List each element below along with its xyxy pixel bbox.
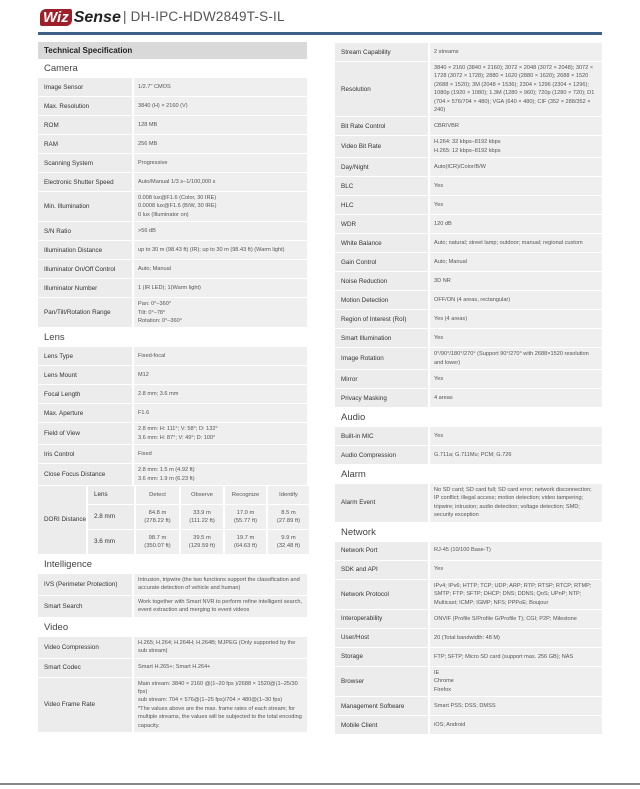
spec-value: H.264: 32 kbps–8192 kbps H.265: 12 kbps–8192 kbps	[430, 136, 602, 157]
spec-row-resolution	[335, 62, 602, 116]
dori-header-detect: Detect	[136, 486, 179, 504]
spec-label: Motion Detection	[335, 291, 428, 309]
spec-value: No SD card; SD card full; SD card error; network disconnection; IP conflict; illegal access; motion detection; video tampering; tripwire; intrusion; audio detection; voltage detection; SMD; security exception	[430, 484, 602, 522]
spec-value: 2.8 mm: H: 111°; V: 58°; D: 132° 3.6 mm: H: 87°; V: 49°; D: 100°	[134, 423, 307, 444]
spec-value: Yes	[430, 177, 602, 195]
spec-value: Yes (4 areas)	[430, 310, 602, 328]
spec-label: Network Port	[335, 542, 428, 560]
spec-value: 1 (IR LED); 1(Warm light)	[134, 279, 307, 297]
spec-row-electronic-shutter-speed	[38, 173, 307, 191]
spec-label: Alarm Event	[335, 484, 428, 522]
spec-label: Mobile Client	[335, 716, 428, 734]
dori-label: DORI Distance	[38, 486, 86, 554]
section-heading-intelligence: Intelligence	[44, 559, 93, 571]
spec-row-smart-codec	[38, 659, 307, 677]
spec-value: Yes	[430, 196, 602, 214]
spec-value: OFF/ON (4 areas, rectangular)	[430, 291, 602, 309]
spec-row-s-n-ratio	[38, 222, 307, 240]
spec-row-scanning-system	[38, 154, 307, 172]
spec-row-image-sensor	[38, 78, 307, 96]
left-sections	[38, 59, 307, 732]
spec-value: 0°/90°/180°/270° (Support 90°/270° with 2688×1520 resolution and lower)	[430, 348, 602, 369]
spec-label: Management Software	[335, 697, 428, 715]
spec-label: Interoperability	[335, 610, 428, 628]
spec-row-iris-control	[38, 445, 307, 463]
spec-label: Smart Search	[38, 596, 132, 617]
right-spec-column	[335, 43, 602, 735]
spec-row-focal-length	[38, 385, 307, 403]
spec-label: Smart Illumination	[335, 329, 428, 347]
spec-row-user-host	[335, 629, 602, 647]
spec-value: G.711a; G.711Mu; PCM; G.726	[430, 446, 602, 464]
spec-value: 2.8 mm; 3.6 mm	[134, 385, 307, 403]
right-sections	[335, 43, 602, 734]
spec-value: Yes	[430, 329, 602, 347]
spec-value: Pan: 0°–360° Tilt: 0°–78° Rotation: 0°–360°	[134, 298, 307, 327]
spec-row-hlc	[335, 196, 602, 214]
model-number: | DH-IPC-HDW2849T-S-IL	[123, 9, 285, 24]
dori-value: 33.9 m (111.22 ft)	[181, 505, 223, 529]
spec-value: Smart PSS; DSS; DMSS	[430, 697, 602, 715]
spec-value: 128 MB	[134, 116, 307, 134]
section-heading-camera: Camera	[44, 63, 78, 74]
spec-value: Fixed	[134, 445, 307, 463]
spec-label: Scanning System	[38, 154, 132, 172]
spec-label: BLC	[335, 177, 428, 195]
spec-row-illuminator-number	[38, 279, 307, 297]
spec-row-image-rotation	[335, 348, 602, 369]
spec-row-noise-reduction	[335, 272, 602, 290]
spec-label: Illuminator On/Off Control	[38, 260, 132, 278]
spec-row-built-in-mic	[335, 427, 602, 445]
spec-row-mirror	[335, 370, 602, 388]
spec-label: Smart Codec	[38, 659, 132, 677]
spec-value: CBR/VBR	[430, 117, 602, 135]
left-spec-column	[38, 42, 307, 733]
spec-value: Intrusion, tripwire (the two functions support the classification and accurate detection of vehicle and human)	[134, 574, 307, 595]
dori-header-lens: Lens	[88, 486, 134, 504]
spec-row-video-frame-rate	[38, 678, 307, 732]
spec-value: Auto; natural; street lamp; outdoor; manual; regional custom	[430, 234, 602, 252]
spec-value: 3840 (H) × 2160 (V)	[134, 97, 307, 115]
spec-row-audio-compression	[335, 446, 602, 464]
spec-value: IPv4; IPv6; HTTP; TCP; UDP; ARP; RTP; RTSP; RTCP; RTMP; SMTP; FTP; SFTP; DHCP; DNS; DDNS; QoS; UPnP; NTP; Multicast; ICMP; IGMP; NFS; PPPoE; Boujour	[430, 580, 602, 609]
spec-row-close-focus-distance	[38, 464, 307, 485]
spec-row-gain-control	[335, 253, 602, 271]
spec-value: ONVIF (Profile S/Profile G/Profile T); CGI; P2P; Milestone	[430, 610, 602, 628]
spec-row-management-software	[335, 697, 602, 715]
spec-value: 2.8 mm: 1.5 m (4.92 ft) 3.6 mm: 1.9 m (6.23 ft)	[134, 464, 307, 485]
header-divider	[38, 32, 602, 35]
spec-label: Image Rotation	[335, 348, 428, 369]
spec-label: SDK and API	[335, 561, 428, 579]
spec-value: Work together with Smart NVR to perform refine intelligent search, event extraction and merging to event videos	[134, 596, 307, 617]
spec-label: Bit Rate Control	[335, 117, 428, 135]
spec-label: Day/Night	[335, 158, 428, 176]
spec-row-interoperability	[335, 610, 602, 628]
spec-row-alarm-event	[335, 484, 602, 522]
spec-label: Noise Reduction	[335, 272, 428, 290]
spec-value: F1.6	[134, 404, 307, 422]
spec-row-ivs-perimeter-protection	[38, 574, 307, 595]
spec-row-network-port	[335, 542, 602, 560]
spec-value: IE Chrome Firefox	[430, 667, 602, 696]
spec-value: H.265; H.264; H.264H; H.264B; MJPEG (Only supported by the sub stream)	[134, 637, 307, 658]
spec-label: Pan/Tilt/Rotation Range	[38, 298, 132, 327]
spec-value: Auto; Manual	[134, 260, 307, 278]
section-heading-network: Network	[341, 526, 376, 538]
spec-row-video-bit-rate	[335, 136, 602, 157]
dori-header-observe: Observe	[181, 486, 223, 504]
spec-label: Max. Aperture	[38, 404, 132, 422]
spec-row-rom	[38, 116, 307, 134]
spec-label: Network Protocol	[335, 580, 428, 609]
spec-value: Auto/Manual 1/3 s–1/100,000 s	[134, 173, 307, 191]
spec-label: S/N Ratio	[38, 222, 132, 240]
spec-label: Field of View	[38, 423, 132, 444]
spec-label: Electronic Shutter Speed	[38, 173, 132, 191]
spec-label: Stream Capability	[335, 43, 428, 61]
spec-label: Region of Interest (RoI)	[335, 310, 428, 328]
spec-label: Video Frame Rate	[38, 678, 132, 732]
spec-label: Privacy Masking	[335, 389, 428, 407]
spec-value: Smart H.265+; Smart H.264+	[134, 659, 307, 677]
spec-label: Lens Mount	[38, 366, 132, 384]
spec-row-wdr	[335, 215, 602, 233]
logo-sense: Sense	[73, 8, 121, 26]
spec-label: Mirror	[335, 370, 428, 388]
spec-label: Close Focus Distance	[38, 464, 132, 485]
spec-label: Max. Resolution	[38, 97, 132, 115]
spec-label: Gain Control	[335, 253, 428, 271]
dori-value: 17.0 m (55.77 ft)	[225, 505, 266, 529]
section-heading-audio: Audio	[341, 412, 366, 424]
spec-value: Main stream: 3840 × 2160 @(1–20 fps )/2688 × 1520@(1–25/30 fps) sub stream: 704 × 576@(1–25 fps)/704 × 480@(1–30 fps) *The values above are the max. frame rates of each stream; for multiple streams, the values will be subjected to the total encoding capacity.	[134, 678, 307, 732]
dori-header-identify: Identify	[268, 486, 309, 504]
spec-row-network-protocol	[335, 580, 602, 609]
technical-specification-title: Technical Specification	[38, 42, 307, 59]
spec-value: Progressive	[134, 154, 307, 172]
spec-label: Built-in MIC	[335, 427, 428, 445]
spec-label: ROM	[38, 116, 132, 134]
spec-row-max-resolution	[38, 97, 307, 115]
spec-label: Audio Compression	[335, 446, 428, 464]
spec-value: up to 30 m (98.43 ft) (IR); up to 30 m (98.43 ft) (Warm light)	[134, 241, 307, 259]
spec-value: 3840 × 2160 (3840 × 2160); 3072 × 2048 (3072 × 2048); 3072 × 1728 (3072 × 1728); 2880 × 1620 (2880 × 1620); 2688 × 1520 (2688 × 1520); 3M (2048 × 1536); 2304 × 1296 (2304 × 1296); 1080p (1920 × 1080); 1.3M (1280 × 960); 720p (1280 × 720); D1 (704 × 576/704 × 480); VGA (640 × 480); CIF (352 × 288/352 × 240)	[430, 62, 602, 116]
dori-distance-table	[38, 486, 307, 554]
spec-label: Video Compression	[38, 637, 132, 658]
spec-row-smart-illumination	[335, 329, 602, 347]
spec-row-smart-search	[38, 596, 307, 617]
spec-label: Iris Control	[38, 445, 132, 463]
spec-label: Resolution	[335, 62, 428, 116]
spec-value: Fixed-focal	[134, 347, 307, 365]
spec-value: 0.008 lux@F1.6 (Color, 30 IRE) 0.0008 lux@F1.6 (B/W, 30 IRE) 0 lux (Illuminator on)	[134, 192, 307, 221]
dori-header-recognize: Recognize	[225, 486, 266, 504]
spec-row-white-balance	[335, 234, 602, 252]
section-heading-alarm: Alarm	[341, 469, 366, 481]
spec-label: Storage	[335, 648, 428, 666]
dori-value: 19.7 m (64.63 ft)	[225, 530, 266, 554]
spec-value: iOS; Android	[430, 716, 602, 734]
spec-label: HLC	[335, 196, 428, 214]
dori-value: 84.8 m (278.22 ft)	[136, 505, 179, 529]
spec-row-ram	[38, 135, 307, 153]
footer-divider	[0, 783, 640, 785]
section-heading-lens: Lens	[44, 332, 65, 344]
spec-row-region-of-interest-roi	[335, 310, 602, 328]
spec-row-stream-capability	[335, 43, 602, 61]
spec-row-mobile-client	[335, 716, 602, 734]
dori-value: 8.5 m (27.89 ft)	[268, 505, 309, 529]
dori-lens: 3.6 mm	[88, 530, 134, 554]
spec-row-browser	[335, 667, 602, 696]
spec-value: RJ-45 (10/100 Base-T)	[430, 542, 602, 560]
spec-label: Illumination Distance	[38, 241, 132, 259]
spec-label: White Balance	[335, 234, 428, 252]
spec-row-min-illumination	[38, 192, 307, 221]
spec-value: 120 dB	[430, 215, 602, 233]
spec-row-max-aperture	[38, 404, 307, 422]
spec-value: M12	[134, 366, 307, 384]
spec-row-storage	[335, 648, 602, 666]
spec-row-lens-type	[38, 347, 307, 365]
spec-label: User/Host	[335, 629, 428, 647]
spec-row-illumination-distance	[38, 241, 307, 259]
spec-value: Auto; Manual	[430, 253, 602, 271]
spec-label: Focal Length	[38, 385, 132, 403]
spec-label: Browser	[335, 667, 428, 696]
spec-row-blc	[335, 177, 602, 195]
spec-value: Auto(ICR)/Color/B/W	[430, 158, 602, 176]
logo-wiz: Wiz	[40, 9, 72, 26]
spec-value: 2 streams	[430, 43, 602, 61]
spec-row-privacy-masking	[335, 389, 602, 407]
spec-row-day-night	[335, 158, 602, 176]
spec-row-field-of-view	[38, 423, 307, 444]
spec-row-illuminator-on-off-control	[38, 260, 307, 278]
spec-label: Illuminator Number	[38, 279, 132, 297]
spec-value: Yes	[430, 561, 602, 579]
section-heading-video: Video	[44, 621, 69, 633]
spec-value: >56 dB	[134, 222, 307, 240]
spec-value: 256 MB	[134, 135, 307, 153]
spec-label: Video Bit Rate	[335, 136, 428, 157]
wizsense-logo	[40, 8, 121, 27]
dori-value: 9.9 m (32.48 ft)	[268, 530, 309, 554]
spec-label: Min. Illumination	[38, 192, 132, 221]
spec-label: RAM	[38, 135, 132, 153]
spec-row-sdk-and-api	[335, 561, 602, 579]
spec-label: Lens Type	[38, 347, 132, 365]
spec-value: 3D NR	[430, 272, 602, 290]
spec-row-motion-detection	[335, 291, 602, 309]
dori-lens: 2.8 mm	[88, 505, 134, 529]
dori-value: 98.7 m (350.07 ft)	[136, 530, 179, 554]
dori-value: 39.5 m (129.59 ft)	[181, 530, 223, 554]
spec-value: 1/2.7" CMOS	[134, 78, 307, 96]
spec-row-lens-mount	[38, 366, 307, 384]
spec-label: WDR	[335, 215, 428, 233]
spec-row-video-compression	[38, 637, 307, 658]
spec-value: Yes	[430, 370, 602, 388]
spec-label: IVS (Perimeter Protection)	[38, 574, 132, 595]
spec-row-pan-tilt-rotation-range	[38, 298, 307, 327]
spec-value: Yes	[430, 427, 602, 445]
spec-row-bit-rate-control	[335, 117, 602, 135]
spec-value: 20 (Total bandwidth: 48 M)	[430, 629, 602, 647]
spec-value: FTP; SFTP; Micro SD card (support max. 256 GB); NAS	[430, 648, 602, 666]
spec-label: Image Sensor	[38, 78, 132, 96]
spec-value: 4 areas	[430, 389, 602, 407]
